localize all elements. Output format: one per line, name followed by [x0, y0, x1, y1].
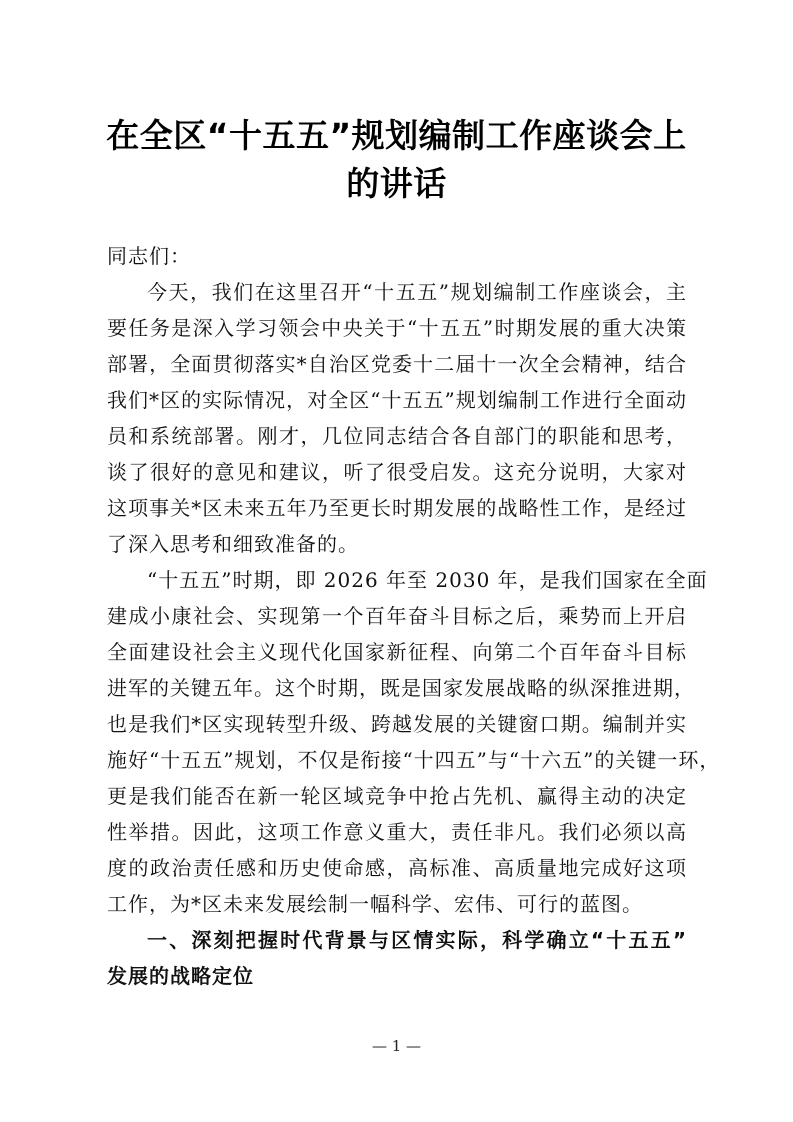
title-line-2: 的讲话 [346, 164, 447, 203]
document-body [107, 238, 721, 994]
salutation: 同志们： [107, 244, 191, 268]
paragraph-line: 进军的关键五年。这个时期，既是国家发展战略的纵深推进期， [107, 676, 695, 700]
paragraph-line: 工作，为*区未来发展绘制一幅科学、宏伟、可行的蓝图。 [107, 892, 643, 916]
paragraph-line: 建成小康社会、实现第一个百年奋斗目标之后，乘势而上开启 [107, 604, 687, 628]
paragraph-line: 了深入思考和细致准备的。 [107, 532, 359, 556]
paragraph-line: 更是我们能否在新一轮区域竞争中抢占先机、赢得主动的决定 [107, 784, 687, 808]
paragraph-line: 全面建设社会主义现代化国家新征程、向第二个百年奋斗目标 [107, 640, 687, 664]
section-heading-line: 发展的战略定位 [107, 964, 254, 988]
paragraph-line: 也是我们*区实现转型升级、跨越发展的关键窗口期。编制并实 [107, 712, 687, 736]
paragraph-line: 员和系统部署。刚才，几位同志结合各自部门的职能和思考， [107, 424, 687, 448]
paragraph-2 [107, 562, 721, 922]
paragraph-line: 我们*区的实际情况，对全区“十五五”规划编制工作进行全面动 [107, 388, 687, 412]
paragraph-line: 这项事关*区未来五年乃至更长时期发展的战略性工作，是经过 [107, 496, 687, 520]
section-heading-line: 一、深刻把握时代背景与区情实际，科学确立“十五五” [147, 928, 687, 952]
paragraph-line: 性举措。因此，这项工作意义重大，责任非凡。我们必须以高 [107, 820, 687, 844]
paragraph-line: 施好“十五五”规划，不仅是衔接“十四五”与“十六五”的关键一环， [107, 748, 721, 772]
paragraph-line: 今天，我们在这里召开“十五五”规划编制工作座谈会，主 [147, 280, 687, 304]
paragraph-line: 度的政治责任感和历史使命感，高标准、高质量地完成好这项 [107, 856, 687, 880]
paragraph-line: “十五五”时期，即 2026 年至 2030 年，是我们国家在全面 [147, 568, 708, 592]
title-line-1: 在全区“十五五”规划编制工作座谈会上 [106, 116, 687, 155]
paragraph-line: 部署，全面贯彻落实*自治区党委十二届十一次全会精神，结合 [107, 352, 687, 376]
section-heading [107, 922, 687, 994]
page-number: — 1 — [371, 1037, 422, 1055]
paragraph-1 [107, 274, 687, 562]
document-title [100, 112, 693, 208]
paragraph-line: 要任务是深入学习领会中央关于“十五五”时期发展的重大决策 [107, 316, 687, 340]
paragraph-line: 谈了很好的意见和建议，听了很受启发。这充分说明，大家对 [107, 460, 687, 484]
